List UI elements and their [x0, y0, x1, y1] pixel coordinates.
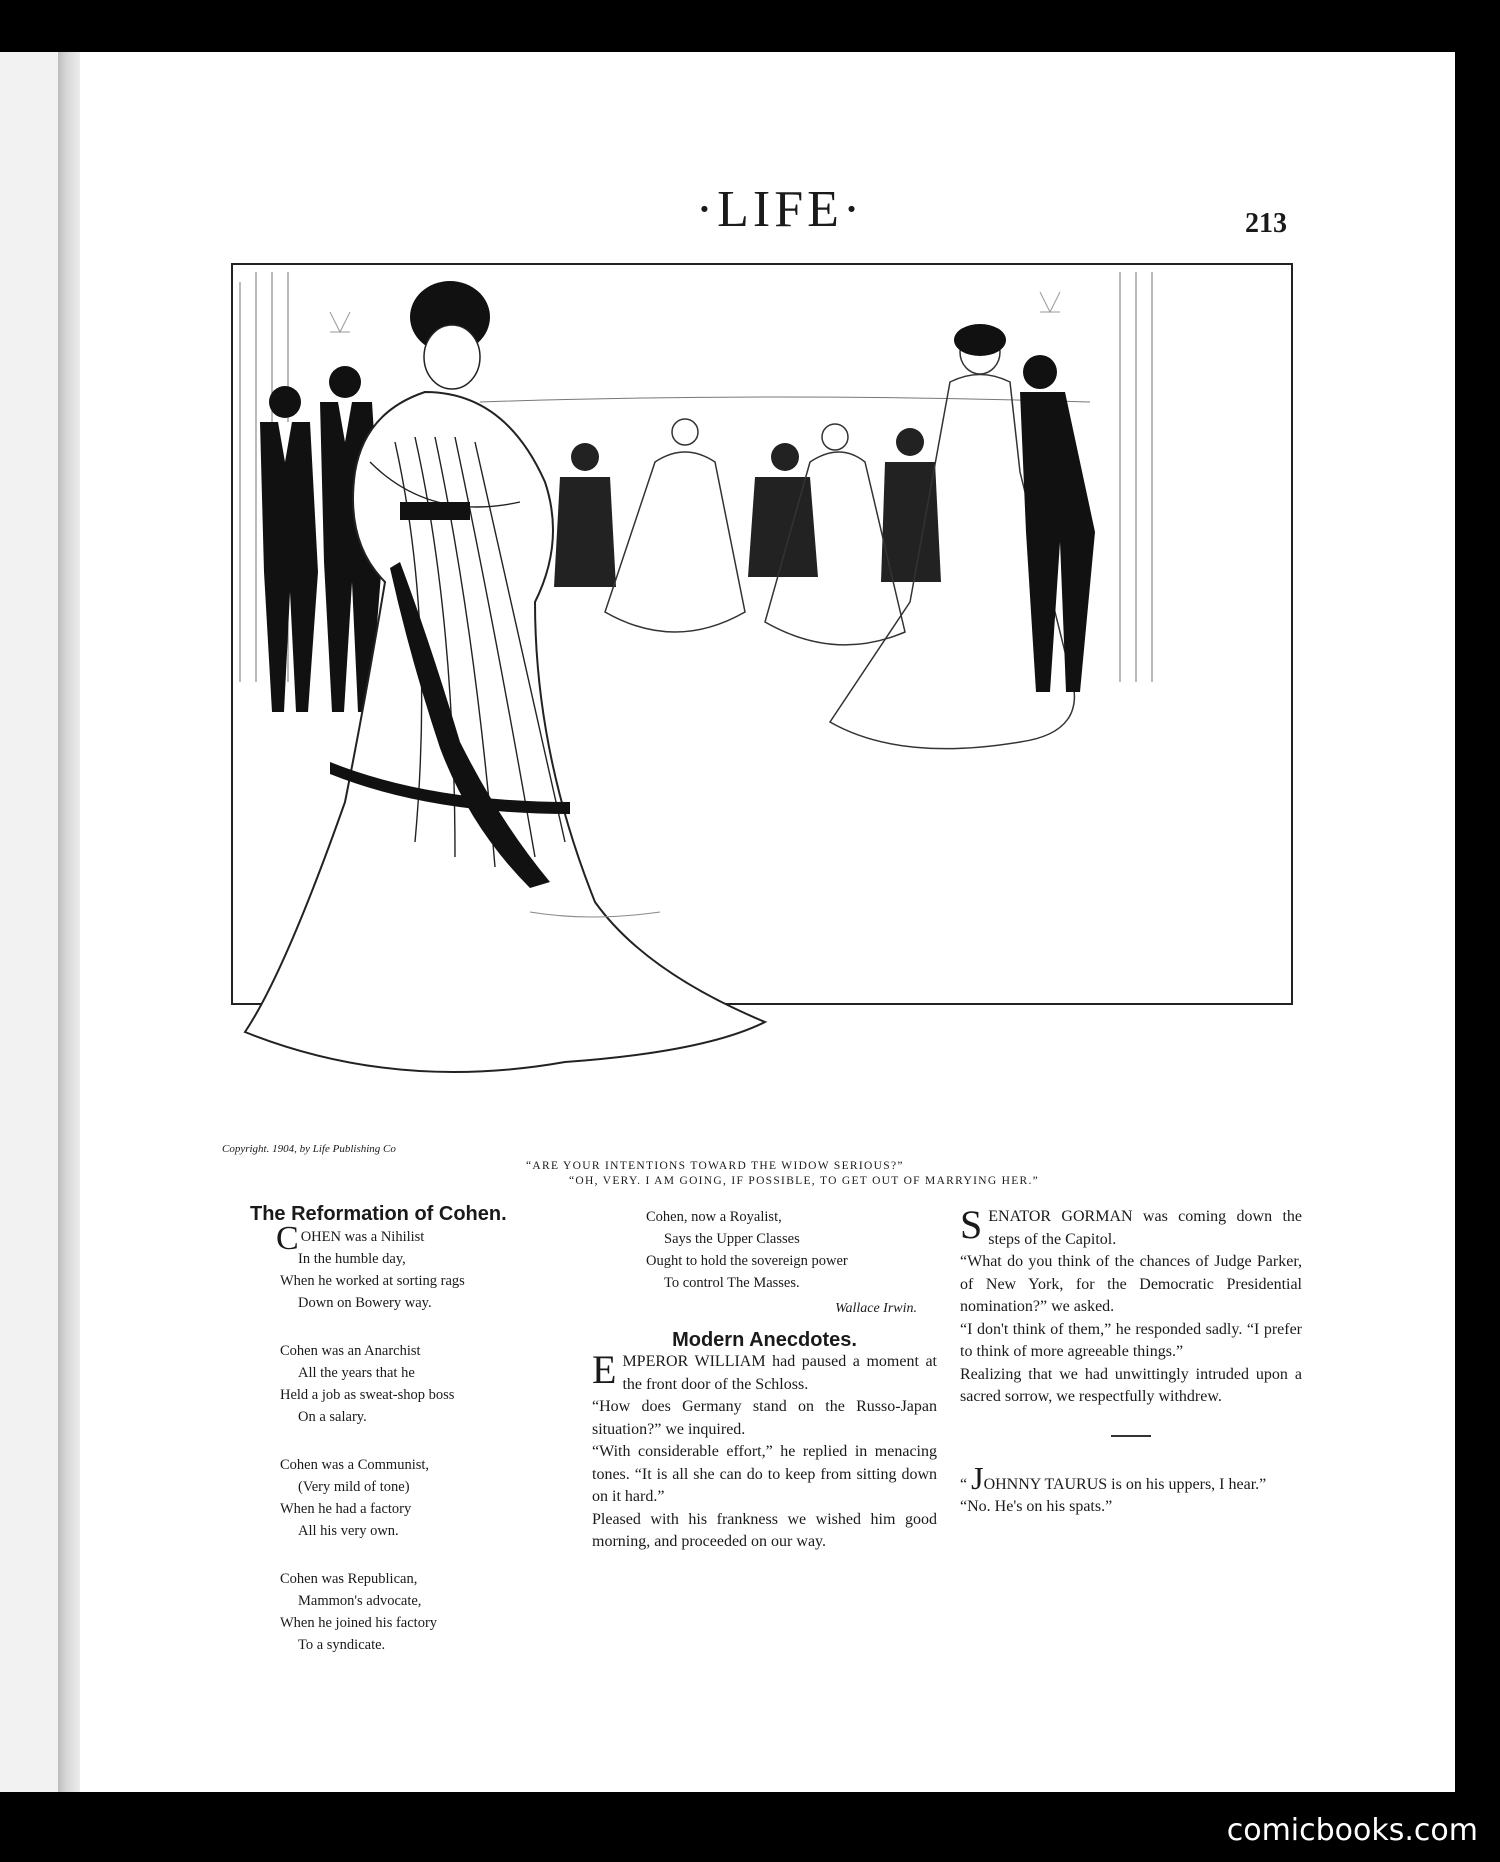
page-number: 213	[1245, 208, 1287, 239]
section-divider	[1111, 1435, 1151, 1437]
anecdote-1-drop-cap: E	[592, 1347, 617, 1392]
anecdote-emperor: EMPEROR WILLIAM had paused a moment at the front door of the Schloss. “How does Germany stand on the Russo-Japan situation?” we inquired. “With considerable effort,” he replied in menacing tones. “It is all she can do to keep from sitting down on it hard.” Pleased with his frankness we wished him good morning, and proceeded on our way.	[592, 1347, 937, 1550]
middle-column	[592, 1206, 937, 1554]
poem-stanza-2: Cohen was an Anarchist All the years that he Held a job as sweat-shop boss On a salary.	[280, 1342, 455, 1425]
poem-first-line: COHEN was a Nihilist	[276, 1219, 425, 1257]
poem-stanza-3: Cohen was a Communist, (Very mild of tone) When he had a factory All his very own.	[280, 1456, 430, 1539]
site-watermark: comicbooks.com	[1226, 1813, 1478, 1848]
poem-title: The Reformation of Cohen.	[250, 1203, 507, 1225]
caption-question: “ARE YOUR INTENTIONS TOWARD THE WIDOW SERIOUS?”	[526, 1160, 904, 1172]
right-column	[960, 1202, 1302, 1519]
masthead-title: ·LIFE·	[695, 181, 865, 238]
page-gutter-shadow	[58, 52, 80, 1792]
poem-column	[250, 1203, 550, 1682]
copyright-note: Copyright. 1904, by Life Publishing Co	[222, 1143, 396, 1155]
ballroom-illustration	[230, 262, 1294, 1124]
poem-author: Wallace Irwin.	[835, 1301, 917, 1316]
previous-page-edge	[0, 52, 58, 1792]
anecdote-senator: SENATOR GORMAN was coming down the steps of the Capitol. “What do you think of the chances of Judge Parker, of New York, for the Democratic Presidential nomination?” we asked. “I don't think of them,” he responded sadly. “I prefer to think of more agreeable things.” Realizing that we had unwittingly intruded upon a sacred sorrow, we respectfully withdrew.	[960, 1202, 1302, 1405]
anecdote-3-drop-cap: J	[971, 1459, 984, 1496]
caption-answer: “OH, VERY. I AM GOING, IF POSSIBLE, TO GET OUT OF MARRYING HER.”	[569, 1175, 1040, 1187]
poem-stanza-5: Cohen, now a Royalist, Says the Upper Classes Ought to hold the sovereign power To control The Masses.	[646, 1209, 848, 1291]
poem-stanza-4: Cohen was Republican, Mammon's advocate, When he joined his factory To a syndicate.	[280, 1570, 438, 1653]
poem-drop-cap: C	[276, 1219, 299, 1257]
anecdote-2-drop-cap: S	[960, 1202, 983, 1247]
anecdotes-title: Modern Anecdotes.	[672, 1328, 857, 1351]
anecdote-taurus: “ JOHNNY TAURUS is on his uppers, I hear.” “No. He's on his spats.”	[960, 1459, 1267, 1515]
poem-stanza-1: COHEN was a Nihilist In the humble day, When he worked at sorting rags Down on Bowery way.	[280, 1226, 550, 1314]
